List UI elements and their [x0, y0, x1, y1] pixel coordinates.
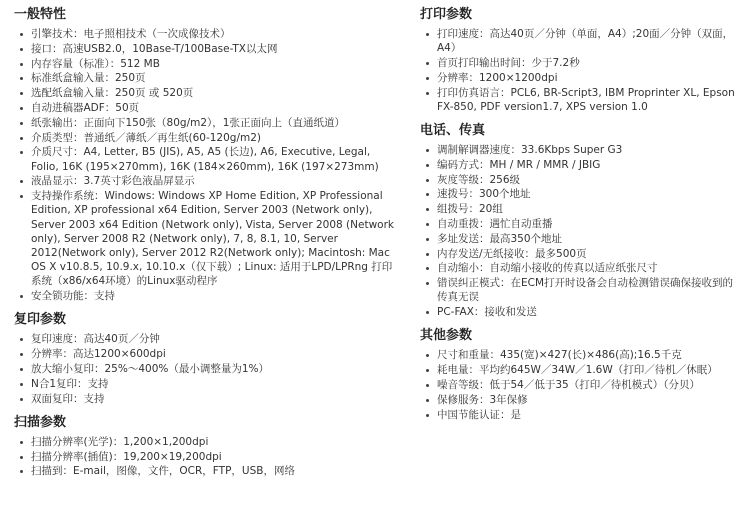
spec-item: 介质尺寸：A4, Letter, B5 (JIS), A5, A5 (长边), A6, Executive, Legal, Folio, 16K (195×270mm), 16K (184×260mm), 16K (197×273mm) — [14, 145, 400, 173]
spec-list-print — [420, 27, 742, 114]
spec-item: 介质类型：普通纸／薄纸／再生纸(60-120g/m2) — [14, 131, 400, 145]
spec-item: N合1复印：支持 — [14, 377, 400, 391]
spec-item: 安全锁功能：支持 — [14, 289, 400, 303]
spec-item: 分辨率：高达1200×600dpi — [14, 347, 400, 361]
right-column — [420, 6, 742, 430]
spec-item: 双面复印：支持 — [14, 392, 400, 406]
section-other — [420, 327, 742, 421]
section-general — [14, 6, 400, 303]
spec-item: 编码方式：MH / MR / MMR / JBIG — [420, 158, 742, 172]
spec-item: 多址发送：最高350个地址 — [420, 232, 742, 246]
section-scan — [14, 414, 400, 479]
section-title-print: 打印参数 — [420, 7, 473, 22]
spec-list-other — [420, 348, 742, 421]
spec-item: 液晶显示：3.7英寸彩色液晶屏显示 — [14, 174, 400, 188]
spec-list-fax — [420, 143, 742, 319]
spec-item: 自动进稿器ADF：50页 — [14, 101, 400, 115]
section-title-copy: 复印参数 — [14, 312, 67, 328]
spec-item: 纸张输出：正面向下150张（80g/m2），1张正面向上（直通纸道） — [14, 116, 400, 130]
spec-item: 打印速度：高达40页／分钟（单面，A4）;20面／分钟（双面，A4） — [420, 27, 742, 55]
spec-item: 噪音等级：低于54／低于35（打印／待机模式）（分贝） — [420, 378, 742, 392]
spec-item: 扫描分辨率(光学)：1,200×1,200dpi — [14, 435, 400, 449]
spec-list-general — [14, 27, 400, 303]
spec-item: 支持操作系统：Windows: Windows XP Home Edition, XP Professional Edition, XP professional x64 Edition, Server 2003 (Network only), Server 2003 x64 Edition (Network only), Vista, Server 2008 (Network only), Server 2008 R2 (Network only), 7, 8, 8.1, 10, Server 2012(Network only), Server 2012 R2(Network only); Macintosh: Mac OS X v10.8.5, 10.9.x, 10.10.x（仅下载）; Linux: 适用于LPD/LPRng 打印系统（x86/x64环境）的Linux驱动程序 — [14, 189, 400, 288]
section-title-other: 其他参数 — [420, 328, 473, 344]
spec-item: 首页打印输出时间：少于7.2秒 — [420, 56, 742, 70]
spec-item: 扫描分辨率(插值)：19,200×19,200dpi — [14, 450, 400, 464]
spec-item: 扫描到：E-mail，图像，文件，OCR，FTP，USB，网络 — [14, 464, 400, 478]
spec-item: 接口：高速USB2.0，10Base-T/100Base-TX以太网 — [14, 42, 400, 56]
spec-item: 中国节能认证：是 — [420, 408, 742, 422]
section-title-scan: 扫描参数 — [14, 414, 67, 430]
spec-item: 调制解调器速度：33.6Kbps Super G3 — [420, 143, 742, 157]
spec-item: 灰度等级：256级 — [420, 173, 742, 187]
spec-item: 内存发送/无纸接收：最多500页 — [420, 247, 742, 261]
spec-item: 保修服务：3年保修 — [420, 393, 742, 407]
spec-item: 错误纠正模式：在ECM打开时设备会自动检测错误确保接收到的传真无误 — [420, 276, 742, 304]
spec-item: 速拨号：300个地址 — [420, 187, 742, 201]
spec-item: 引擎技术：电子照相技术（一次成像技术） — [14, 27, 400, 41]
spec-item: 自动缩小：自动缩小接收的传真以适应纸张尺寸 — [420, 261, 742, 275]
spec-item: 耗电量：平均约645W／34W／1.6W（打印／待机／休眠） — [420, 363, 742, 377]
left-column — [14, 6, 400, 487]
spec-item: 组拨号：20组 — [420, 202, 742, 216]
spec-item: 尺寸和重量：435(宽)×427(长)×486(高);16.5千克 — [420, 348, 742, 362]
spec-item: 放大缩小复印：25%～400%（最小调整量为1%） — [14, 362, 400, 376]
spec-list-copy — [14, 332, 400, 405]
spec-item: 选配纸盒输入量：250页 或 520页 — [14, 86, 400, 100]
spec-item: PC-FAX：接收和发送 — [420, 305, 742, 319]
spec-item: 内存容量（标准）：512 MB — [14, 57, 400, 71]
spec-item: 自动重拨：遇忙自动重播 — [420, 217, 742, 231]
section-fax — [420, 122, 742, 319]
spec-list-scan — [14, 435, 400, 479]
section-title-general: 一般特性 — [14, 7, 67, 22]
spec-item: 分辨率：1200×1200dpi — [420, 71, 742, 85]
section-copy — [14, 311, 400, 405]
spec-item: 复印速度：高达40页／分钟 — [14, 332, 400, 346]
section-print — [420, 6, 742, 114]
spec-item: 标准纸盒输入量：250页 — [14, 71, 400, 85]
section-title-fax: 电话、传真 — [420, 123, 486, 138]
spec-item: 打印仿真语言：PCL6, BR-Script3, IBM Proprinter XL, Epson FX-850, PDF version1.7, XPS version 1.0 — [420, 86, 742, 114]
